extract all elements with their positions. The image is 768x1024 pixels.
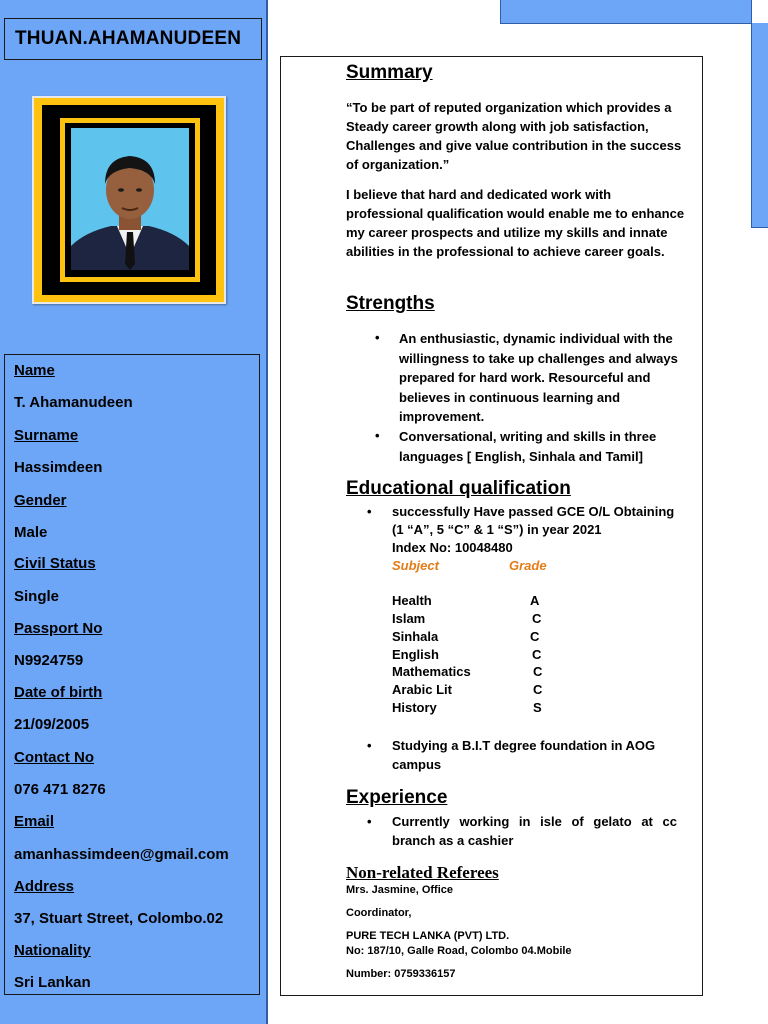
education-item-2-line2: campus <box>392 757 442 772</box>
main-content-box <box>280 56 703 996</box>
label-civil-status: Civil Status <box>14 555 96 572</box>
value-civil-status: Single <box>14 588 60 605</box>
summary-body: I believe that hard and dedicated work with professional qualification would enable me to enhance my career prospects and utilize my skills and innate abilities in the professional to achieve career goals. <box>346 187 685 259</box>
label-surname: Surname <box>14 427 79 444</box>
referee-line: Coordinator, <box>346 907 412 919</box>
value-surname: Hassimdeen <box>14 459 103 476</box>
grade-row-grade: C <box>533 682 543 697</box>
profile-photo <box>71 128 189 270</box>
education-item-1-line2: (1 “A”, 5 “C” & 1 “S”) in year 2021 <box>392 522 602 537</box>
grade-row-grade: C <box>532 647 542 662</box>
value-gender: Male <box>14 524 48 541</box>
education-item-1-line1: successfully Have passed GCE O/L Obtaining <box>392 504 675 519</box>
value-name: T. Ahamanudeen <box>14 394 133 411</box>
bullet-icon: • <box>375 428 380 443</box>
label-contact: Contact No <box>14 749 94 766</box>
label-date-of-birth: Date of birth <box>14 684 103 701</box>
grade-row-subject: Arabic Lit <box>392 682 452 697</box>
value-date-of-birth: 21/09/2005 <box>14 716 90 733</box>
grade-row-grade: C <box>532 611 542 626</box>
value-email[interactable]: amanhassimdeen@gmail.com <box>14 846 229 863</box>
grade-row-grade: C <box>533 664 543 679</box>
person-portrait-icon <box>71 128 189 270</box>
decorative-right-bar <box>751 23 768 228</box>
referee-line: PURE TECH LANKA (PVT) LTD. <box>346 930 510 942</box>
experience-item-line1: Currently working in isle of gelato at cc <box>392 814 677 829</box>
label-passport: Passport No <box>14 620 103 637</box>
referee-line: Mrs. Jasmine, Office <box>346 884 453 896</box>
referees-heading: Non-related Referees <box>346 863 499 882</box>
summary-heading: Summary <box>346 62 433 83</box>
personal-details-box <box>4 354 260 995</box>
subject-column-header: Subject <box>392 558 439 573</box>
grade-row-grade: A <box>530 593 540 608</box>
experience-heading: Experience <box>346 787 448 808</box>
grade-row-grade: S <box>533 700 542 715</box>
education-item-2-line1: Studying a B.I.T degree foundation in AOG <box>392 738 656 753</box>
bullet-icon: • <box>375 330 380 345</box>
strength-item-2: Conversational, writing and skills in three languages [ English, Sinhala and Tamil] <box>399 429 657 464</box>
name-header: THUAN.AHAMANUDEEN <box>15 28 242 49</box>
referee-line: Number: 0759336157 <box>346 968 456 980</box>
grade-row-subject: Sinhala <box>392 629 439 644</box>
value-passport: N9924759 <box>14 652 84 669</box>
profile-photo-frame <box>32 96 226 304</box>
label-gender: Gender <box>14 492 67 509</box>
grade-row-subject: Health <box>392 593 432 608</box>
grade-row-subject: Islam <box>392 611 426 626</box>
decorative-top-bar <box>500 0 752 24</box>
name-header-box <box>4 18 262 60</box>
label-address: Address <box>14 878 75 895</box>
bullet-icon: • <box>367 504 372 519</box>
bullet-icon: • <box>367 814 372 829</box>
value-nationality: Sri Lankan <box>14 974 91 991</box>
experience-item-line2: branch as a cashier <box>392 833 514 848</box>
education-index-no: Index No: 10048480 <box>392 540 513 555</box>
strengths-heading: Strengths <box>346 293 435 314</box>
education-heading: Educational qualification <box>346 478 571 499</box>
referee-line: No: 187/10, Galle Road, Colombo 04.Mobile <box>346 945 572 957</box>
sidebar <box>0 0 268 1024</box>
grade-row-subject: English <box>392 647 439 662</box>
grade-row-subject: History <box>392 700 437 715</box>
label-email: Email <box>14 813 55 830</box>
value-address: 37, Stuart Street, Colombo.02 <box>14 910 224 927</box>
label-name: Name <box>14 362 55 379</box>
value-contact: 076 471 8276 <box>14 781 106 798</box>
bullet-icon: • <box>367 738 372 753</box>
summary-quote: “To be part of reputed organization which provides a Steady career growth along with job satisfaction, Challenges and give value contribution in the success of organization.” <box>346 100 682 172</box>
grade-column-header: Grade <box>509 558 547 573</box>
strength-item-1: An enthusiastic, dynamic individual with the willingness to take up challenges and always prepared for hard work. Resourceful and believes in continuous learning and improvement. <box>399 331 678 424</box>
grade-row-grade: C <box>530 629 540 644</box>
grade-row-subject: Mathematics <box>392 664 471 679</box>
label-nationality: Nationality <box>14 942 91 959</box>
